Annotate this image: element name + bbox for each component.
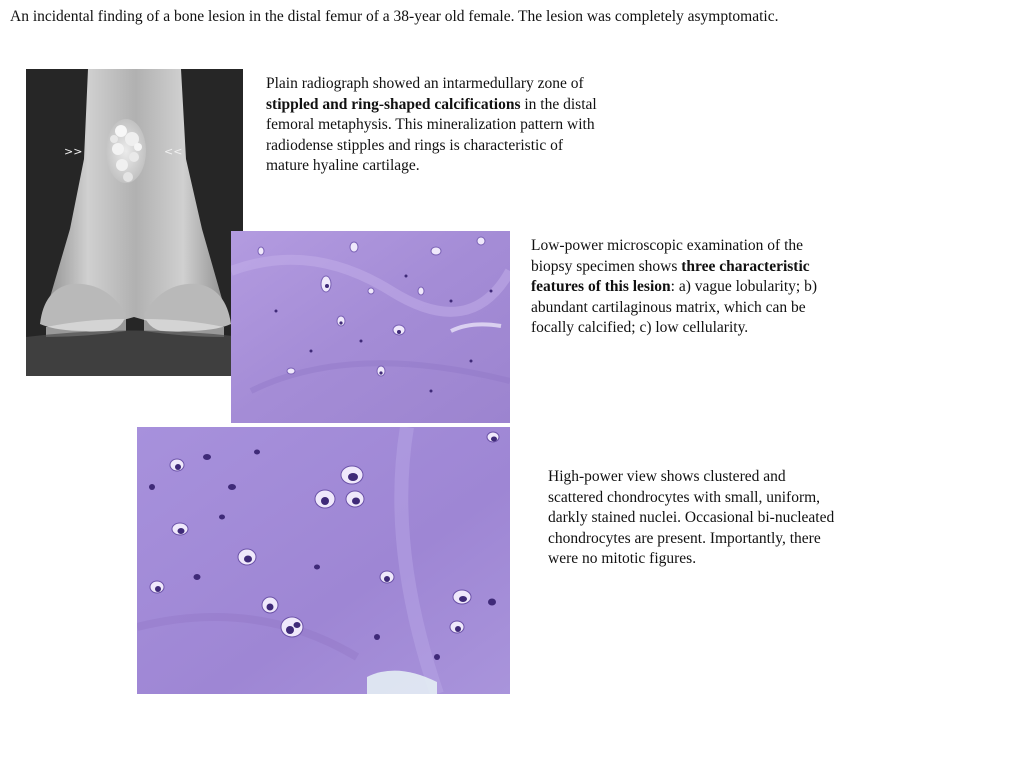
- low-power-description: [531, 236, 831, 339]
- case-header: An incidental finding of a bone lesion in the distal femur of a 38-year old female. The lesion was completely asymptomatic.: [10, 8, 779, 25]
- paragraph2-text-start: Low-power microscopic examination of the biopsy specimen shows: [531, 237, 804, 275]
- left-arrow-marker: >>: [64, 145, 83, 158]
- high-power-drawing: [137, 427, 510, 694]
- calcified-lesion: [106, 119, 146, 183]
- high-power-micrograph: [137, 427, 510, 694]
- paragraph1-text-start: Plain radiograph showed an intarmedullary zone of: [266, 75, 584, 92]
- low-power-drawing: [231, 231, 510, 423]
- paragraph1-text-end: in the distal femoral metaphysis. This mineralization pattern with radiodense stipples and rings is characteristic of mature hyaline cartilage.: [266, 95, 597, 174]
- right-arrow-marker: <<: [164, 145, 183, 158]
- paragraph1-bold-phrase: stippled and ring-shaped calcifications: [266, 95, 521, 113]
- paragraph2-bold-phrase: three characteristic features of this lesion: [531, 257, 810, 295]
- radiograph-drawing: [26, 69, 243, 376]
- paragraph2-text-end: : a) vague lobularity; b) abundant cartilaginous matrix, which can be focally calcified; c) low cellularity.: [531, 278, 817, 336]
- radiograph-description: [266, 74, 606, 177]
- high-power-description: High-power view shows clustered and scattered chondrocytes with small, uniform, darkly stained nuclei. Occasional bi-nucleated chondrocytes are present. Importantly, there were no mitotic figures.: [548, 468, 835, 567]
- low-power-micrograph: [231, 231, 510, 423]
- radiograph-image: [26, 69, 243, 376]
